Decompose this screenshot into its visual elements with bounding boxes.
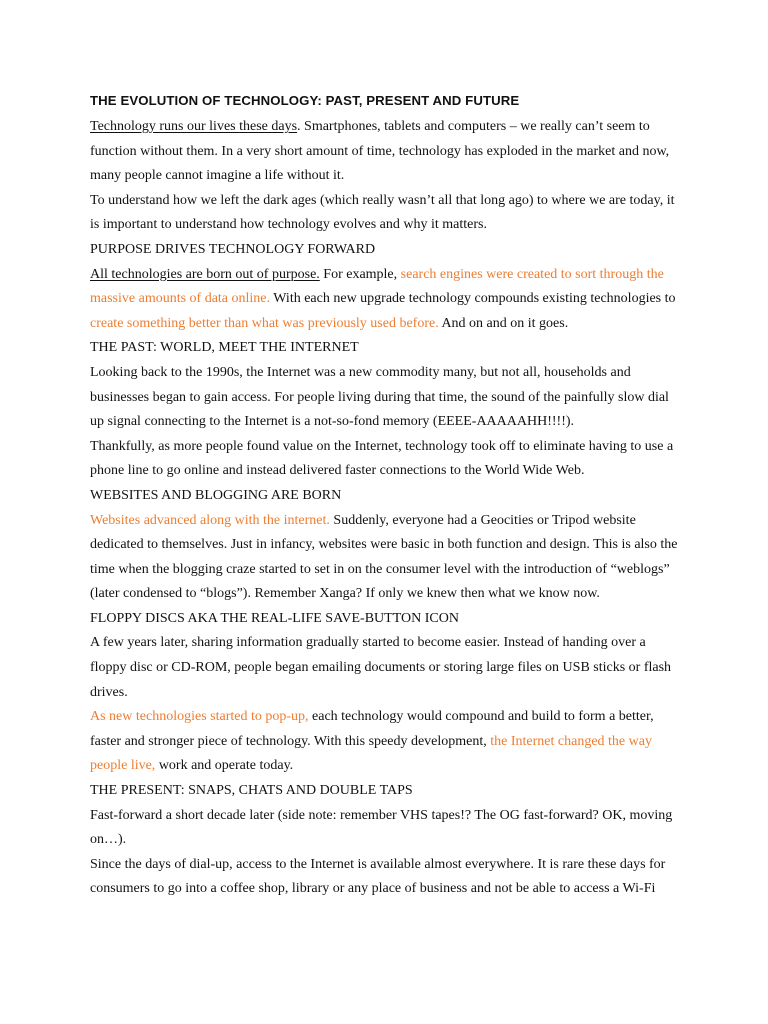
- paragraph-dark-ages: To understand how we left the dark ages (which really wasn’t all that long ago) to where we are today, it is important to understand how technology evolves and why it matters.: [90, 192, 675, 233]
- section-heading-purpose: PURPOSE DRIVES TECHNOLOGY FORWARD: [90, 241, 376, 257]
- paragraph-1990s: Looking back to the 1990s, the Internet was a new commodity many, but not all, households and businesses began to gain access. For people living during that time, the sound of the painfully slow dial up signal connecting to the Internet is a not-so-fond memory (EEEE-AAAAAHH!!!!).: [90, 364, 669, 430]
- highlighted-phrase: create something better than what was previously used before.: [90, 315, 439, 331]
- highlighted-phrase: search engines were created to sort through the massive amounts of data online.: [90, 266, 664, 307]
- paragraph-text: And on and on it goes.: [438, 315, 569, 331]
- document-title: THE EVOLUTION OF TECHNOLOGY: PAST, PRESENT AND FUTURE: [90, 93, 520, 108]
- paragraph-text: Suddenly, everyone had a Geocities or Tripod website dedicated to themselves. Just in infancy, websites were basic in both function and design. This is also the time when the blogging craze started to set in on the consumer level with the introduction of “weblogs” (later condensed to “blogs”). Remember Xanga? If only we knew then what we know now.: [90, 512, 678, 602]
- paragraph-text: each technology would compound and build to form a better, faster and stronger piece of technology. With this speedy development,: [90, 709, 654, 749]
- section-heading-websites: WEBSITES AND BLOGGING ARE BORN: [90, 487, 342, 503]
- paragraph-text: For example,: [319, 266, 401, 282]
- highlighted-phrase: As new technologies started to pop-up,: [90, 709, 309, 725]
- paragraph-sharing: A few years later, sharing information gradually started to become easier. Instead of handing over a floppy disc or CD-ROM, people began emailing documents or storing large files on USB sticks or flash drives.: [90, 635, 672, 700]
- paragraph-text: work and operate today.: [155, 758, 294, 774]
- section-heading-floppy: FLOPPY DISCS AKA THE REAL-LIFE SAVE-BUTTON ICON: [90, 610, 459, 626]
- paragraph-purpose: [90, 263, 680, 337]
- highlighted-phrase: the Internet changed the way people live,: [90, 733, 652, 774]
- paragraph-text: With each new upgrade technology compounds existing technologies to: [270, 291, 676, 307]
- document-page: [90, 92, 680, 902]
- underlined-phrase: Technology runs our lives these days: [90, 119, 298, 134]
- paragraph-thankfully: Thankfully, as more people found value on the Internet, technology took off to eliminate having to use a phone line to go online and instead delivered faster connections to the World Wide Web.: [90, 438, 674, 479]
- highlighted-phrase: Websites advanced along with the internet.: [90, 512, 330, 528]
- section-heading-present: THE PRESENT: SNAPS, CHATS AND DOUBLE TAPS: [90, 783, 413, 799]
- paragraph-dial-up: Since the days of dial-up, access to the Internet is available almost everywhere. It is rare these days for consumers to go into a coffee shop, library or any place of business and not be able to access a Wi-Fi: [90, 856, 666, 897]
- paragraph-fast-forward: Fast-forward a short decade later (side note: remember VHS tapes!? The OG fast-forward? OK, moving on…).: [90, 807, 673, 848]
- section-heading-past: THE PAST: WORLD, MEET THE INTERNET: [90, 340, 359, 356]
- underlined-phrase: All technologies are born out of purpose.: [90, 266, 320, 282]
- paragraph-websites: [90, 509, 680, 607]
- paragraph-new-tech: [90, 705, 680, 779]
- paragraph-text: . Smartphones, tablets and computers – we really can’t seem to function without them. In a very short amount of time, technology has exploded in the market and now, many people cannot imagine a life without it.: [90, 119, 670, 184]
- paragraph-intro: [90, 115, 680, 189]
